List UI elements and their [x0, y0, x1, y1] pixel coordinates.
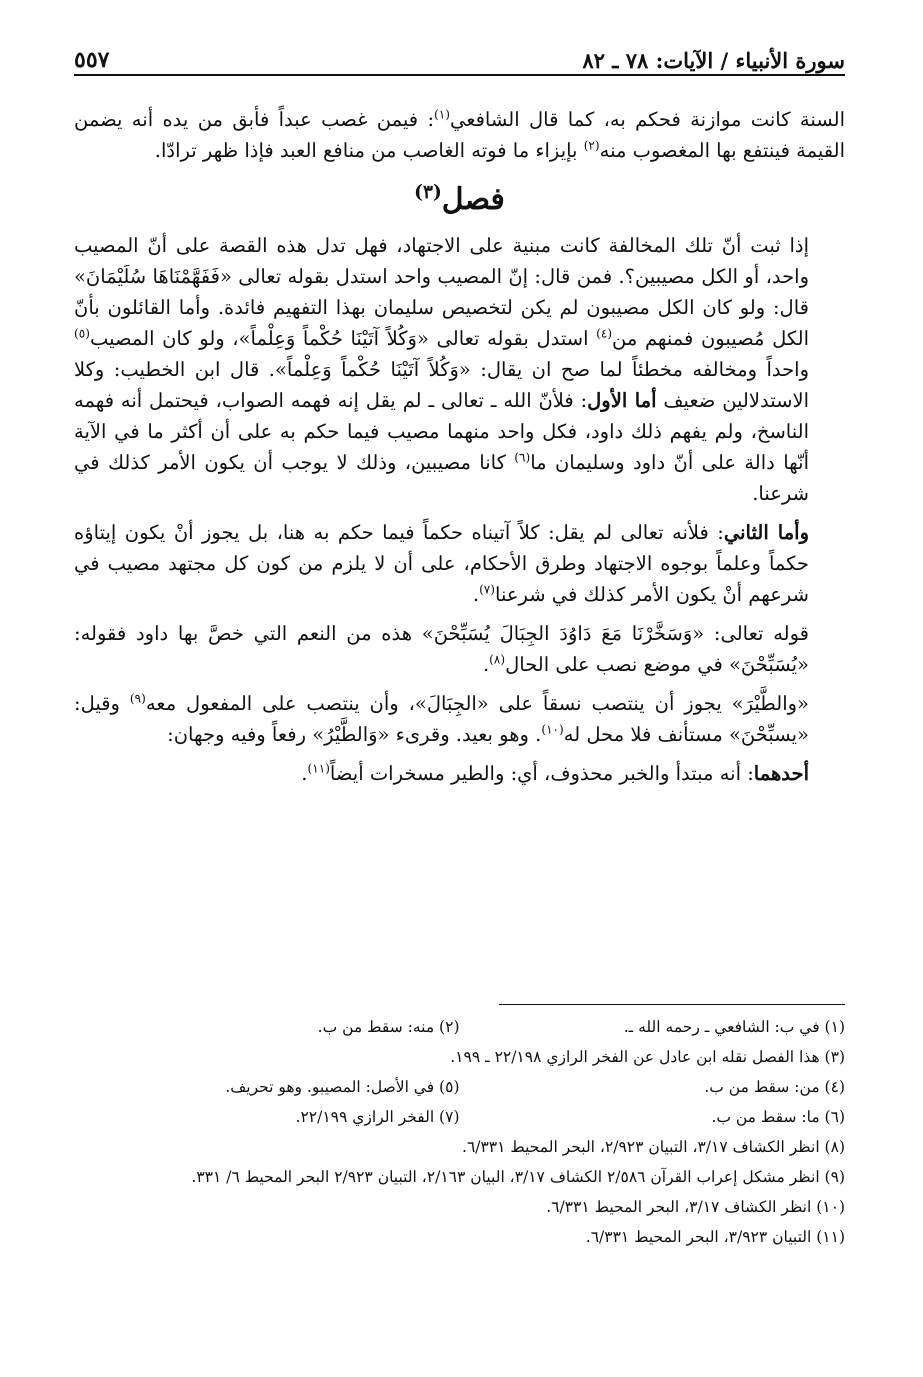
- footnote-ref: (٤): [596, 326, 613, 341]
- footnote-divider: [499, 1004, 845, 1005]
- footnote-ref: (٧): [479, 582, 495, 597]
- footnote-ref: (١١): [307, 761, 330, 776]
- footnote-6: (٦) ما: سقط من ب.: [711, 1108, 845, 1126]
- text-span: إذا ثبت أنّ تلك المخالفة كانت مبنية على الاجتهاد، فهل تدل هذه القصة على أنّ المصيب واحد، أو الكل مصيبين؟. فمن قال: إنّ المصيب واحد استدل بقوله تعالى «فَفَهَّمْنَاهَا سُلَيْمَانَ» قال: ولو كان الكل مصيبون لم يكن لتخصيص سليمان بهذا التفهيم فائدة. وأما القائلون بأنّ الكل مُصيبون فمنهم من: [74, 234, 810, 350]
- paragraph-6: [74, 758, 845, 789]
- footnote-ref: (٦): [514, 450, 531, 465]
- chapter-heading: سورة الأنبياء / الآيات: ٧٨ ـ ٨٢: [582, 48, 845, 73]
- footnote-10: (١٠) انظر الكشاف ٣/١٧، البحر المحيط ٦/٣٣١.: [546, 1198, 845, 1216]
- text-span: قوله تعالى: «وَسَخَّرْنَا مَعَ دَاوُدَ الجِبَالَ يُسَبِّحْنَ» هذه من النعم التي خصَّ بها داود فقوله: «يُسَبِّحْنَ» في موضع نصب على الحال: [74, 622, 809, 676]
- page-header: [74, 34, 845, 76]
- text-span: .: [482, 653, 490, 676]
- footnote-1: (١) في ب: الشافعي ـ رحمه الله ـ.: [623, 1018, 845, 1036]
- footnote-row: [74, 1102, 845, 1132]
- text-span: : فلأنه تعالى لم يقل: كلاً آتيناه حكماً فيما حكم به هنا، بل يجوز أنْ يكون إيتاؤه حكماً وعلماً بوجوه الاجتهاد وطرق الأحكام، على أن لا يلزم من كون كل مجتهد مصيب في شرعهم أنْ يكون الأمر كذلك في شرعنا: [74, 521, 809, 606]
- paragraph-1: [74, 104, 845, 166]
- text-span: . وهو بعيد. وقرىء «وَالطَّيْرُ» رفعاً وفيه وجهان:: [167, 723, 542, 746]
- footnote-ref: (٥): [74, 326, 90, 341]
- text-span: : فلأنّ الله ـ تعالى ـ لم يقل إنه فهمه الصواب، فيحتمل أنه فهمه الناسخ، ولم يفهم ذلك داود، فكل واحد منهما مصيب فيما حكم به على أن أكثر ما في الآية أنّها دالة على أنّ داود وسليمان ما: [74, 389, 809, 474]
- footnote-8: (٨) انظر الكشاف ٣/١٧، التبيان ٢/٩٢٣، البحر المحيط ٦/٣٣١.: [462, 1138, 845, 1156]
- footnote-ref: (٨): [489, 652, 506, 667]
- footnote-4: (٤) من: سقط من ب.: [704, 1078, 845, 1096]
- text-span: : أنه مبتدأ والخبر محذوف، أي: والطير مسخرات أيضاً: [329, 762, 754, 785]
- footnote-ref: (٩): [129, 691, 146, 706]
- footnote-11: (١١) التبيان ٣/٩٢٣، البحر المحيط ٦/٣٣١.: [585, 1228, 845, 1246]
- footnote-9: (٩) انظر مشكل إعراب القرآن ٢/٥٨٦ الكشاف ٣/١٧، البيان ٢/١٦٣، التبيان ٢/٩٢٣ البحر المحيط ٦/ ٣٣١.: [191, 1168, 845, 1186]
- footnotes: [74, 1012, 845, 1252]
- text-span: واحداً ومخالفه مخطئاً لما صح ان يقال: «وَكُلاً آتَيْنَا حُكْماً وَعِلْماً». قال ابن الخطيب: وكلا الاستدلالين ضعيف: [74, 358, 809, 412]
- footnote-7: (٧) الفخر الرازي ٢٢/١٩٩.: [295, 1108, 460, 1126]
- paragraph-5: [74, 688, 845, 750]
- footnote-row: [74, 1072, 845, 1102]
- text-span: السنة كانت موازنة فحكم به، كما قال الشافعي: [449, 108, 845, 131]
- footnote-5: (٥) في الأصل: المصيبو. وهو تحريف.: [225, 1078, 460, 1096]
- text-span: كانا مصيبين، وذلك لا يوجب أن يكون الأمر كذلك في شرعنا.: [74, 451, 809, 505]
- footnote-ref: (١٠): [541, 722, 564, 737]
- bold-term: أما الأول: [587, 389, 657, 412]
- main-text: [74, 104, 845, 795]
- paragraph-4: [74, 618, 845, 680]
- text-span: وقيل: «يسبِّحْنَ» مستأنف فلا محل له: [74, 692, 809, 746]
- bold-term: وأما الثاني: [723, 521, 810, 544]
- section-heading: [74, 178, 845, 222]
- footnote-row: [74, 1012, 845, 1042]
- text-span: استدل بقوله تعالى «وَكُلاً آتَيْنَا حُكْماً وَعِلْماً»، ولو كان المصيب: [89, 327, 597, 350]
- footnote-ref: (١): [434, 107, 450, 122]
- text-span: .: [472, 583, 480, 606]
- footnote-2: (٢) منه: سقط من ب.: [317, 1018, 460, 1036]
- bold-term: أحدهما: [753, 762, 809, 785]
- paragraph-2: [74, 230, 845, 509]
- text-span: بإيزاء ما فوته الغاصب من منافع العبد فإذا ظهر ترادّا.: [154, 139, 584, 162]
- footnote-3: (٣) هذا الفصل نقله ابن عادل عن الفخر الرازي ٢٢/١٩٨ ـ ١٩٩.: [450, 1048, 845, 1066]
- text-span: «والطَّيْرَ» يجوز أن ينتصب نسقاً على «الجِبَالَ»، وأن ينتصب على المفعول معه: [145, 692, 809, 715]
- page-number: ٥٥٧: [74, 47, 110, 73]
- text-span: : فيمن غصب عبداً فأبق من يده أنه يضمن القيمة فينتفع بها المغصوب منه: [74, 108, 845, 162]
- section-heading-text: فصل: [441, 182, 505, 217]
- text-span: .: [301, 762, 308, 785]
- paragraph-3: [74, 517, 845, 610]
- footnote-ref: (٣): [414, 182, 442, 203]
- footnote-ref: (٢): [583, 138, 600, 153]
